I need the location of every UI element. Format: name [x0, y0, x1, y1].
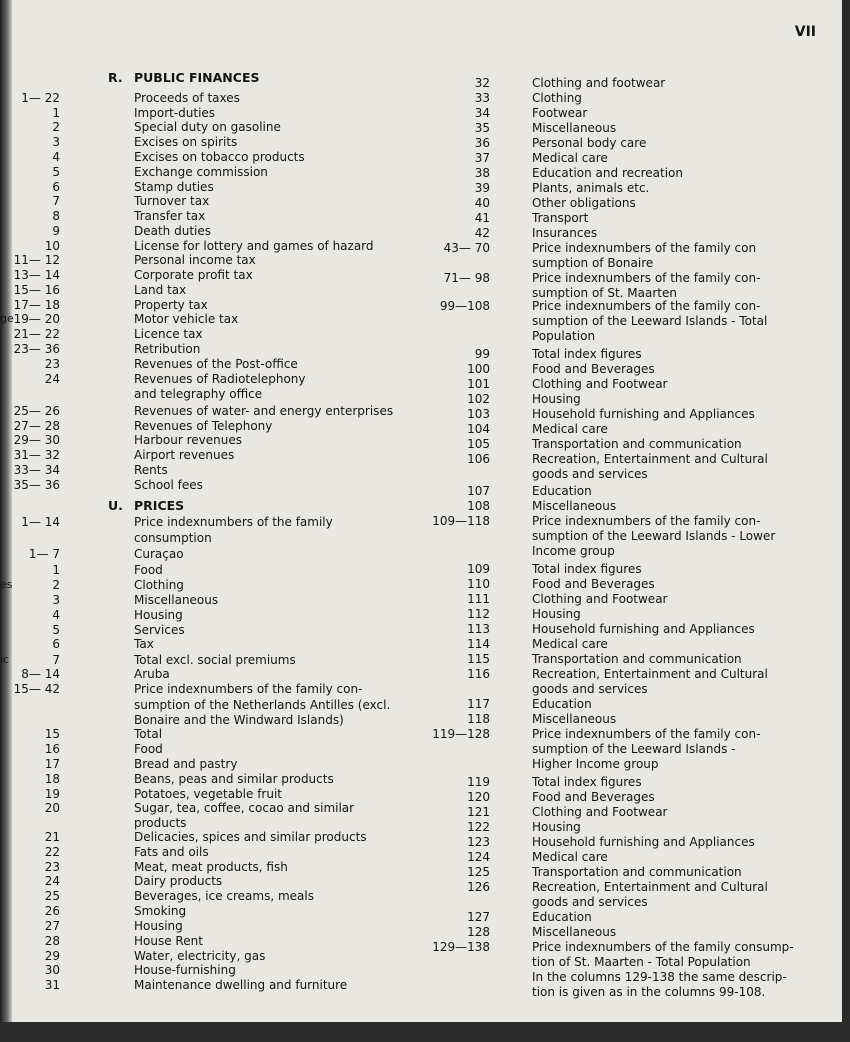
column-number: 107 [467, 484, 490, 498]
column-number: 23 [44, 357, 60, 371]
column-number: 2 [52, 578, 60, 592]
column-number: 3 [52, 135, 60, 149]
column-number: 110 [467, 577, 490, 591]
column-number: 1 [52, 106, 60, 120]
index-entry: Property tax [134, 298, 208, 312]
index-entry: Recreation, Entertainment and Cultural [532, 452, 768, 466]
index-entry: Excises on tobacco products [134, 150, 305, 164]
column-number: 4 [52, 608, 60, 622]
index-entry: Medical care [532, 151, 608, 165]
index-entry: Personal body care [532, 136, 647, 150]
column-number: 21 [44, 830, 60, 844]
column-number: 31 [44, 978, 60, 992]
column-number: 30 [44, 963, 60, 977]
index-entry: Education [532, 484, 592, 498]
index-entry: Price indexnumbers of the family con- [532, 514, 761, 528]
column-number: 112 [467, 607, 490, 621]
index-entry: Household furnishing and Appliances [532, 407, 755, 421]
column-number: 15— 16 [13, 283, 60, 297]
column-number: 42 [474, 226, 490, 240]
index-entry: Price indexnumbers of the family con- [532, 299, 761, 313]
index-entry: Miscellaneous [532, 712, 617, 726]
index-entry: Smoking [134, 904, 187, 918]
index-entry: Dairy products [134, 874, 223, 888]
index-entry: Clothing [134, 578, 184, 592]
column-number: 35 [474, 121, 490, 135]
column-number: 25— 26 [13, 404, 60, 418]
index-entry: Total index figures [532, 775, 642, 789]
index-entry: Education [532, 697, 592, 711]
index-entry: tion is given as in the columns 99-108. [532, 985, 766, 999]
index-entry: Stamp duties [134, 180, 214, 194]
column-number: 40 [474, 196, 490, 210]
index-entry: License for lottery and games of hazard [134, 239, 374, 253]
index-entry: Airport revenues [134, 448, 235, 462]
index-entry: Food [134, 563, 163, 577]
index-entry: Transportation and communication [532, 865, 742, 879]
index-entry: Education [532, 910, 592, 924]
section-title: PRICES [134, 498, 185, 513]
column-number: 1 [52, 563, 60, 577]
index-entry: Rents [134, 463, 168, 477]
index-entry: Medical care [532, 850, 608, 864]
column-number: 129—138 [432, 940, 490, 954]
column-number: 109 [467, 562, 490, 576]
index-entry: Fats and oils [134, 845, 209, 859]
index-entry: Exchange commission [134, 165, 268, 179]
index-entry: Revenues of water- and energy enterprises [134, 404, 394, 418]
column-number: 6 [52, 180, 60, 194]
index-entry: Curaçao [134, 547, 184, 561]
index-entry: Aruba [134, 667, 170, 681]
column-number: 38 [474, 166, 490, 180]
section-heading-prices [0, 498, 300, 514]
index-entry: Total excl. social premiums [134, 653, 296, 667]
index-entry: Sugar, tea, coffee, cocao and similar [134, 801, 355, 815]
index-entry: Housing [532, 392, 581, 406]
column-number: 122 [467, 820, 490, 834]
index-entry: Licence tax [134, 327, 203, 341]
column-number: 13— 14 [13, 268, 60, 282]
index-entry: Revenues of Telephony [134, 419, 273, 433]
column-number: 20 [44, 801, 60, 815]
index-entry: Meat, meat products, fish [134, 860, 288, 874]
column-number: 7 [52, 653, 60, 667]
section-letter: U. [108, 498, 123, 513]
column-number: 17 [44, 757, 60, 771]
section-letter: R. [108, 70, 123, 85]
column-number: 111 [467, 592, 490, 606]
column-number: 19 [44, 787, 60, 801]
column-number: 41 [474, 211, 490, 225]
column-number: 32 [474, 76, 490, 90]
index-entry: Import-duties [134, 106, 216, 120]
column-number: 1— 22 [21, 91, 60, 105]
index-entry: House Rent [134, 934, 203, 948]
column-number: 99—108 [439, 299, 490, 313]
index-entry: sumption of the Leeward Islands - Lower [532, 529, 776, 543]
index-entry: Footwear [532, 106, 588, 120]
index-entry: Medical care [532, 422, 608, 436]
index-entry: Housing [532, 607, 581, 621]
index-entry: Clothing and Footwear [532, 592, 668, 606]
column-number: 29 [44, 949, 60, 963]
index-entry: Clothing [532, 91, 582, 105]
column-number: 119 [467, 775, 490, 789]
index-entry: Plants, animals etc. [532, 181, 650, 195]
index-entry: Harbour revenues [134, 433, 243, 447]
column-number: 39 [474, 181, 490, 195]
index-entry: Food and Beverages [532, 362, 655, 376]
index-entry: sumption of St. Maarten [532, 286, 677, 300]
column-number: 9 [52, 224, 60, 238]
column-number: 15 [44, 727, 60, 741]
index-entry: Household furnishing and Appliances [532, 835, 755, 849]
column-number: 124 [467, 850, 490, 864]
column-number: 27— 28 [13, 419, 60, 433]
column-number: 17— 18 [13, 298, 60, 312]
index-entry: Miscellaneous [134, 593, 219, 607]
column-number: 8 [52, 209, 60, 223]
index-entry: Bread and pastry [134, 757, 238, 771]
margin-fragment: ge [0, 312, 14, 325]
index-entry: Medical care [532, 637, 608, 651]
column-number: 103 [467, 407, 490, 421]
index-entry: Other obligations [532, 196, 636, 210]
column-number: 43— 70 [443, 241, 490, 255]
index-entry: Bonaire and the Windward Islands) [134, 713, 344, 727]
section-heading-public-finances [0, 70, 300, 86]
column-number: 125 [467, 865, 490, 879]
column-number: 36 [474, 136, 490, 150]
index-entry: House-furnishing [134, 963, 236, 977]
index-entry: Insurances [532, 226, 598, 240]
index-entry: Revenues of Radiotelephony [134, 372, 306, 386]
column-number: 10 [44, 239, 60, 253]
index-entry: Beans, peas and similar products [134, 772, 334, 786]
index-entry: Services [134, 623, 185, 637]
column-number: 104 [467, 422, 490, 436]
index-entry: Recreation, Entertainment and Cultural [532, 667, 768, 681]
column-number: 102 [467, 392, 490, 406]
column-number: 127 [467, 910, 490, 924]
column-number: 121 [467, 805, 490, 819]
index-entry: sumption of the Netherlands Antilles (excl. [134, 698, 391, 712]
index-entry: tion of St. Maarten - Total Population [532, 955, 751, 969]
index-entry: Price indexnumbers of the family consump- [532, 940, 794, 954]
index-entry: Water, electricity, gas [134, 949, 266, 963]
index-entry: products [134, 816, 187, 830]
column-number: 19— 20 [13, 312, 60, 326]
index-entry: Education and recreation [532, 166, 683, 180]
margin-fragment: ic [0, 653, 10, 666]
column-number: 105 [467, 437, 490, 451]
index-entry: Household furnishing and Appliances [532, 622, 755, 636]
column-number: 106 [467, 452, 490, 466]
column-number: 31— 32 [13, 448, 60, 462]
index-entry: Potatoes, vegetable fruit [134, 787, 283, 801]
column-number: 2 [52, 120, 60, 134]
index-entry: Miscellaneous [532, 925, 617, 939]
column-number: 1— 7 [28, 547, 60, 561]
index-entry: Retribution [134, 342, 201, 356]
index-entry: Delicacies, spices and similar products [134, 830, 367, 844]
index-entry: Total index figures [532, 347, 642, 361]
index-entry: Corporate profit tax [134, 268, 253, 282]
index-entry: goods and services [532, 467, 648, 481]
index-entry: Clothing and footwear [532, 76, 666, 90]
index-entry: In the columns 129-138 the same descrip- [532, 970, 787, 984]
index-entry: Miscellaneous [532, 499, 617, 513]
index-entry: Population [532, 329, 596, 343]
column-number: 1— 14 [21, 515, 60, 529]
index-entry: Housing [134, 608, 183, 622]
index-entry: Revenues of the Post-office [134, 357, 298, 371]
index-entry: Death duties [134, 224, 211, 238]
column-number: 6 [52, 637, 60, 651]
column-number: 118 [467, 712, 490, 726]
index-entry: Motor vehicle tax [134, 312, 239, 326]
column-number: 25 [44, 889, 60, 903]
index-entry: Transportation and communication [532, 437, 742, 451]
column-number: 24 [44, 874, 60, 888]
index-entry: Recreation, Entertainment and Cultural [532, 880, 768, 894]
column-number: 26 [44, 904, 60, 918]
index-entry: Higher Income group [532, 757, 659, 771]
index-entry: Housing [532, 820, 581, 834]
column-number: 33— 34 [13, 463, 60, 477]
column-number: 113 [467, 622, 490, 636]
column-number: 27 [44, 919, 60, 933]
column-number: 120 [467, 790, 490, 804]
index-entry: Turnover tax [134, 194, 210, 208]
column-number: 101 [467, 377, 490, 391]
index-entry: Transportation and communication [532, 652, 742, 666]
column-number: 33 [474, 91, 490, 105]
column-number: 15— 42 [13, 682, 60, 696]
column-number: 21— 22 [13, 327, 60, 341]
column-number: 100 [467, 362, 490, 376]
column-number: 4 [52, 150, 60, 164]
column-number: 8— 14 [21, 667, 60, 681]
index-entry: sumption of the Leeward Islands - [532, 742, 736, 756]
column-number: 23 [44, 860, 60, 874]
column-number: 11— 12 [13, 253, 60, 267]
index-entry: Price indexnumbers of the family con- [532, 727, 761, 741]
page-number: VII [794, 24, 816, 40]
column-number: 128 [467, 925, 490, 939]
column-number: 126 [467, 880, 490, 894]
column-number: 123 [467, 835, 490, 849]
index-entry: consumption [134, 531, 212, 545]
index-entry: Land tax [134, 283, 187, 297]
column-number: 115 [467, 652, 490, 666]
index-entry: Beverages, ice creams, meals [134, 889, 314, 903]
column-number: 3 [52, 593, 60, 607]
index-entry: Tax [134, 637, 154, 651]
column-number: 116 [467, 667, 490, 681]
index-entry: Price indexnumbers of the family con [532, 241, 757, 255]
index-entry: Maintenance dwelling and furniture [134, 978, 348, 992]
index-entry: Housing [134, 919, 183, 933]
column-number: 23— 36 [13, 342, 60, 356]
column-number: 5 [52, 623, 60, 637]
index-entry: Proceeds of taxes [134, 91, 240, 105]
index-entry: Miscellaneous [532, 121, 617, 135]
index-entry: goods and services [532, 682, 648, 696]
margin-fragment: es [0, 578, 13, 591]
column-number: 109—118 [432, 514, 490, 528]
column-number: 24 [44, 372, 60, 386]
column-number: 5 [52, 165, 60, 179]
index-entry: Excises on spirits [134, 135, 238, 149]
index-entry: Clothing and Footwear [532, 377, 668, 391]
index-entry: Price indexnumbers of the family con- [532, 271, 761, 285]
column-number: 34 [474, 106, 490, 120]
index-entry: goods and services [532, 895, 648, 909]
column-number: 16 [44, 742, 60, 756]
column-number: 7 [52, 194, 60, 208]
column-number: 35— 36 [13, 478, 60, 492]
index-entry: and telegraphy office [134, 387, 263, 401]
column-number: 28 [44, 934, 60, 948]
column-number: 71— 98 [443, 271, 490, 285]
column-number: 117 [467, 697, 490, 711]
column-number: 99 [474, 347, 490, 361]
index-entry: Price indexnumbers of the family con- [134, 682, 363, 696]
index-entry: Personal income tax [134, 253, 256, 267]
page-bottom-edge [0, 1022, 842, 1032]
column-number: 108 [467, 499, 490, 513]
index-entry: Transport [532, 211, 589, 225]
index-entry: Price indexnumbers of the family [134, 515, 333, 529]
section-title: PUBLIC FINANCES [134, 70, 260, 85]
index-entry: Total index figures [532, 562, 642, 576]
index-entry: School fees [134, 478, 203, 492]
index-entry: Food and Beverages [532, 577, 655, 591]
index-entry: Food [134, 742, 163, 756]
column-number: 29— 30 [13, 433, 60, 447]
column-number: 18 [44, 772, 60, 786]
column-number: 22 [44, 845, 60, 859]
column-number: 119—128 [432, 727, 490, 741]
column-number: 37 [474, 151, 490, 165]
index-entry: Income group [532, 544, 615, 558]
index-entry: Transfer tax [134, 209, 206, 223]
index-entry: Clothing and Footwear [532, 805, 668, 819]
index-entry: sumption of the Leeward Islands - Total [532, 314, 768, 328]
index-entry: Food and Beverages [532, 790, 655, 804]
index-entry: Total [134, 727, 163, 741]
index-entry: Special duty on gasoline [134, 120, 281, 134]
index-entry: sumption of Bonaire [532, 256, 654, 270]
column-number: 114 [467, 637, 490, 651]
